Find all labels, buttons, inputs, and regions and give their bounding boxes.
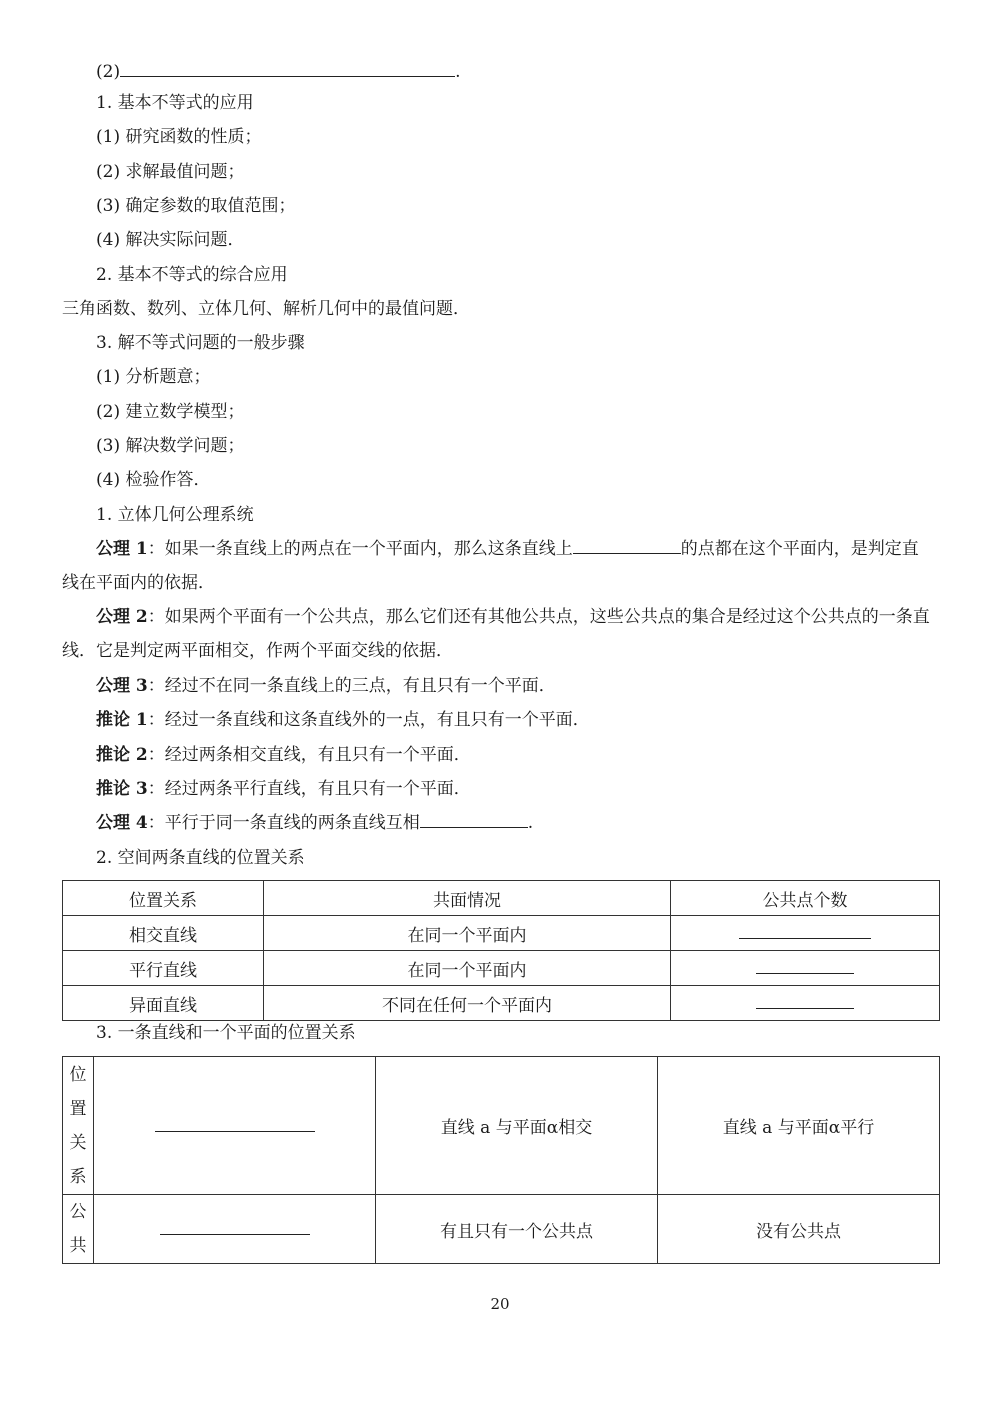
header-cell: 公共点个数 <box>671 881 940 916</box>
table-cell: 在同一个平面内 <box>264 916 671 951</box>
row-label-char: 置 <box>69 1098 87 1119</box>
axiom-text: ：如果两个平面有一个公共点，那么它们还有其他公共点，这些公共点的集合是经过这个公共点的一条直线．它是判定两平面相交，作两个平面交线的依据． <box>62 607 930 661</box>
axiom-3 <box>96 674 940 698</box>
row-label-char: 共 <box>69 1236 87 1256</box>
section-title: 2. 基本不等式的综合应用 <box>96 265 288 285</box>
answer-blank[interactable] <box>160 1218 310 1235</box>
answer-blank[interactable] <box>420 811 528 828</box>
axiom-text: ：经过不在同一条直线上的三点，有且只有一个平面． <box>147 676 556 696</box>
paragraph: 三角函数、数列、立体几何、解析几何中的最值问题． <box>62 299 470 319</box>
table-cell: 有且只有一个公共点 <box>376 1195 658 1264</box>
table-cell <box>94 1195 376 1264</box>
corollary-label: 推论 3 <box>96 779 148 799</box>
line-plane-table <box>62 1056 940 1264</box>
row-label-char: 公 <box>69 1202 87 1222</box>
axiom-label: 公理 3 <box>96 676 148 696</box>
list-item: (4) 检验作答． <box>96 470 211 490</box>
item-label: (2) <box>96 62 121 82</box>
axiom-label: 公理 2 <box>96 607 148 627</box>
corollary-2 <box>96 743 940 767</box>
list-item: (2) 求解最值问题； <box>96 162 245 182</box>
axiom-1 <box>96 537 940 561</box>
table-row <box>63 1057 940 1195</box>
axiom-label: 公理 1 <box>96 539 148 559</box>
corollary-text: ：经过两条平行直线，有且只有一个平面． <box>147 779 471 799</box>
table-cell <box>671 986 940 1021</box>
axiom-2 <box>62 600 940 668</box>
section-title: 2. 空间两条直线的位置关系 <box>96 848 305 868</box>
table-cell: 平行直线 <box>63 951 264 986</box>
list-item: (4) 解决实际问题． <box>96 230 245 250</box>
table-row <box>63 916 940 951</box>
period: . <box>455 62 461 82</box>
corollary-3 <box>96 777 940 801</box>
list-item: (1) 研究函数的性质； <box>96 127 262 147</box>
table-cell <box>671 951 940 986</box>
table-row <box>63 986 940 1021</box>
section-title: 3. 一条直线和一个平面的位置关系 <box>96 1023 356 1043</box>
row-label-char: 系 <box>69 1166 87 1187</box>
corollary-1 <box>96 708 940 732</box>
section-title: 3. 解不等式问题的一般步骤 <box>96 333 305 353</box>
table-row <box>63 951 940 986</box>
table-cell: 不同在任何一个平面内 <box>264 986 671 1021</box>
axiom-4 <box>96 811 940 835</box>
table-cell: 相交直线 <box>63 916 264 951</box>
table-cell: 直线 a 与平面α平行 <box>658 1057 940 1195</box>
period: . <box>527 813 534 833</box>
fill-line-2 <box>96 60 940 84</box>
row-label-char: 关 <box>69 1132 87 1153</box>
axiom-1-cont: 线在平面内的依据． <box>62 573 215 593</box>
corollary-label: 推论 1 <box>96 710 148 730</box>
row-label-char: 位 <box>69 1064 87 1085</box>
corollary-label: 推论 2 <box>96 745 148 765</box>
answer-blank[interactable] <box>573 537 681 554</box>
header-cell: 位置关系 <box>63 881 264 916</box>
list-item: (3) 确定参数的取值范围； <box>96 196 296 216</box>
table-cell: 异面直线 <box>63 986 264 1021</box>
line-relation-table <box>62 880 940 1021</box>
header-cell: 共面情况 <box>264 881 671 916</box>
list-item: (1) 分析题意； <box>96 367 211 387</box>
table-cell <box>671 916 940 951</box>
list-item: (2) 建立数学模型； <box>96 402 245 422</box>
answer-blank[interactable] <box>756 992 854 1009</box>
row-label-cell <box>63 1057 94 1195</box>
table-cell: 没有公共点 <box>658 1195 940 1264</box>
table-header-row <box>63 881 940 916</box>
axiom-text: 的点都在这个平面内，是判定直 <box>680 539 919 559</box>
table-cell: 直线 a 与平面α相交 <box>376 1057 658 1195</box>
table-row <box>63 1195 940 1264</box>
axiom-text: ：如果一条直线上的两点在一个平面内，那么这条直线上 <box>147 539 573 559</box>
row-label-cell <box>63 1195 94 1264</box>
answer-blank[interactable] <box>756 957 854 974</box>
section-title: 1. 立体几何公理系统 <box>96 505 254 525</box>
table-cell <box>94 1057 376 1195</box>
axiom-text: ：平行于同一条直线的两条直线互相 <box>147 813 420 833</box>
answer-blank[interactable] <box>120 60 455 77</box>
axiom-label: 公理 4 <box>96 813 148 833</box>
corollary-text: ：经过两条相交直线，有且只有一个平面． <box>147 745 471 765</box>
list-item: (3) 解决数学问题； <box>96 436 245 456</box>
answer-blank[interactable] <box>739 922 871 939</box>
corollary-text: ：经过一条直线和这条直线外的一点，有且只有一个平面． <box>147 710 590 730</box>
answer-blank[interactable] <box>155 1115 315 1132</box>
page-number: 20 <box>490 1295 510 1313</box>
section-title: 1. 基本不等式的应用 <box>96 93 254 113</box>
table-cell: 在同一个平面内 <box>264 951 671 986</box>
